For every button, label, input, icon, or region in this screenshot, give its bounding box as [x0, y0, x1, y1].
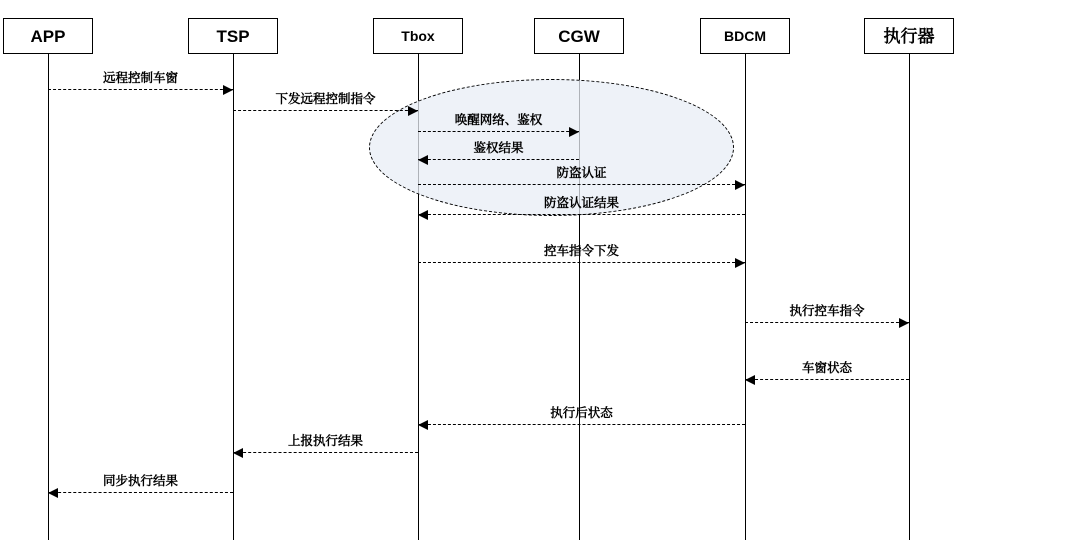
- actor-box-tbox[interactable]: [373, 18, 463, 54]
- message-label-m12: 同步执行结果: [102, 474, 179, 488]
- message-label-m2: 下发远程控制指令: [275, 92, 376, 106]
- actor-label: 执行器: [883, 26, 935, 46]
- actor-label: CGW: [558, 26, 600, 46]
- actor-box-bdcm[interactable]: [700, 18, 790, 54]
- message-label-m1: 远程控制车窗: [102, 71, 179, 85]
- message-label-m8: 执行控车指令: [789, 304, 865, 318]
- arrow-head-m7: [735, 258, 745, 268]
- arrow-head-m9: [745, 375, 755, 385]
- actor-label: Tbox: [401, 28, 435, 44]
- arrow-head-m8: [899, 318, 909, 328]
- actor-box-app[interactable]: [3, 18, 93, 54]
- message-line-m6: [418, 214, 745, 215]
- actor-label: TSP: [216, 26, 250, 46]
- actor-box-tsp[interactable]: [188, 18, 278, 54]
- message-line-m4: [418, 159, 579, 160]
- message-line-m3: [418, 131, 579, 132]
- arrow-head-m2: [408, 106, 418, 116]
- actor-label: APP: [30, 26, 66, 46]
- message-label-m10: 执行后状态: [550, 406, 613, 420]
- arrow-head-m10: [418, 420, 428, 430]
- lifeline-app: [48, 54, 49, 540]
- message-line-m1: [48, 89, 233, 90]
- arrow-head-m12: [48, 488, 58, 498]
- actor-box-actuator[interactable]: [864, 18, 954, 54]
- message-label-m6: 防盗认证结果: [543, 196, 620, 210]
- message-label-m3: 唤醒网络、鉴权: [454, 113, 543, 127]
- arrow-head-m5: [735, 180, 745, 190]
- message-line-m10: [418, 424, 745, 425]
- lifeline-actuator: [909, 54, 910, 540]
- arrow-head-m3: [569, 127, 579, 137]
- actor-label: BDCM: [724, 28, 766, 44]
- message-label-m4: 鉴权结果: [473, 141, 524, 155]
- message-label-m11: 上报执行结果: [287, 434, 364, 448]
- arrow-head-m6: [418, 210, 428, 220]
- arrow-head-m4: [418, 155, 428, 165]
- arrow-head-m11: [233, 448, 243, 458]
- message-line-m7: [418, 262, 745, 263]
- actor-box-cgw[interactable]: [534, 18, 624, 54]
- message-line-m9: [745, 379, 909, 380]
- lifeline-tsp: [233, 54, 234, 540]
- message-line-m12: [48, 492, 233, 493]
- message-label-m5: 防盗认证: [556, 166, 607, 180]
- message-label-m9: 车窗状态: [801, 361, 853, 375]
- message-line-m5: [418, 184, 745, 185]
- message-line-m2: [233, 110, 418, 111]
- message-line-m11: [233, 452, 418, 453]
- arrow-head-m1: [223, 85, 233, 95]
- message-label-m7: 控车指令下发: [543, 244, 620, 258]
- lifeline-bdcm: [745, 54, 746, 540]
- message-line-m8: [745, 322, 909, 323]
